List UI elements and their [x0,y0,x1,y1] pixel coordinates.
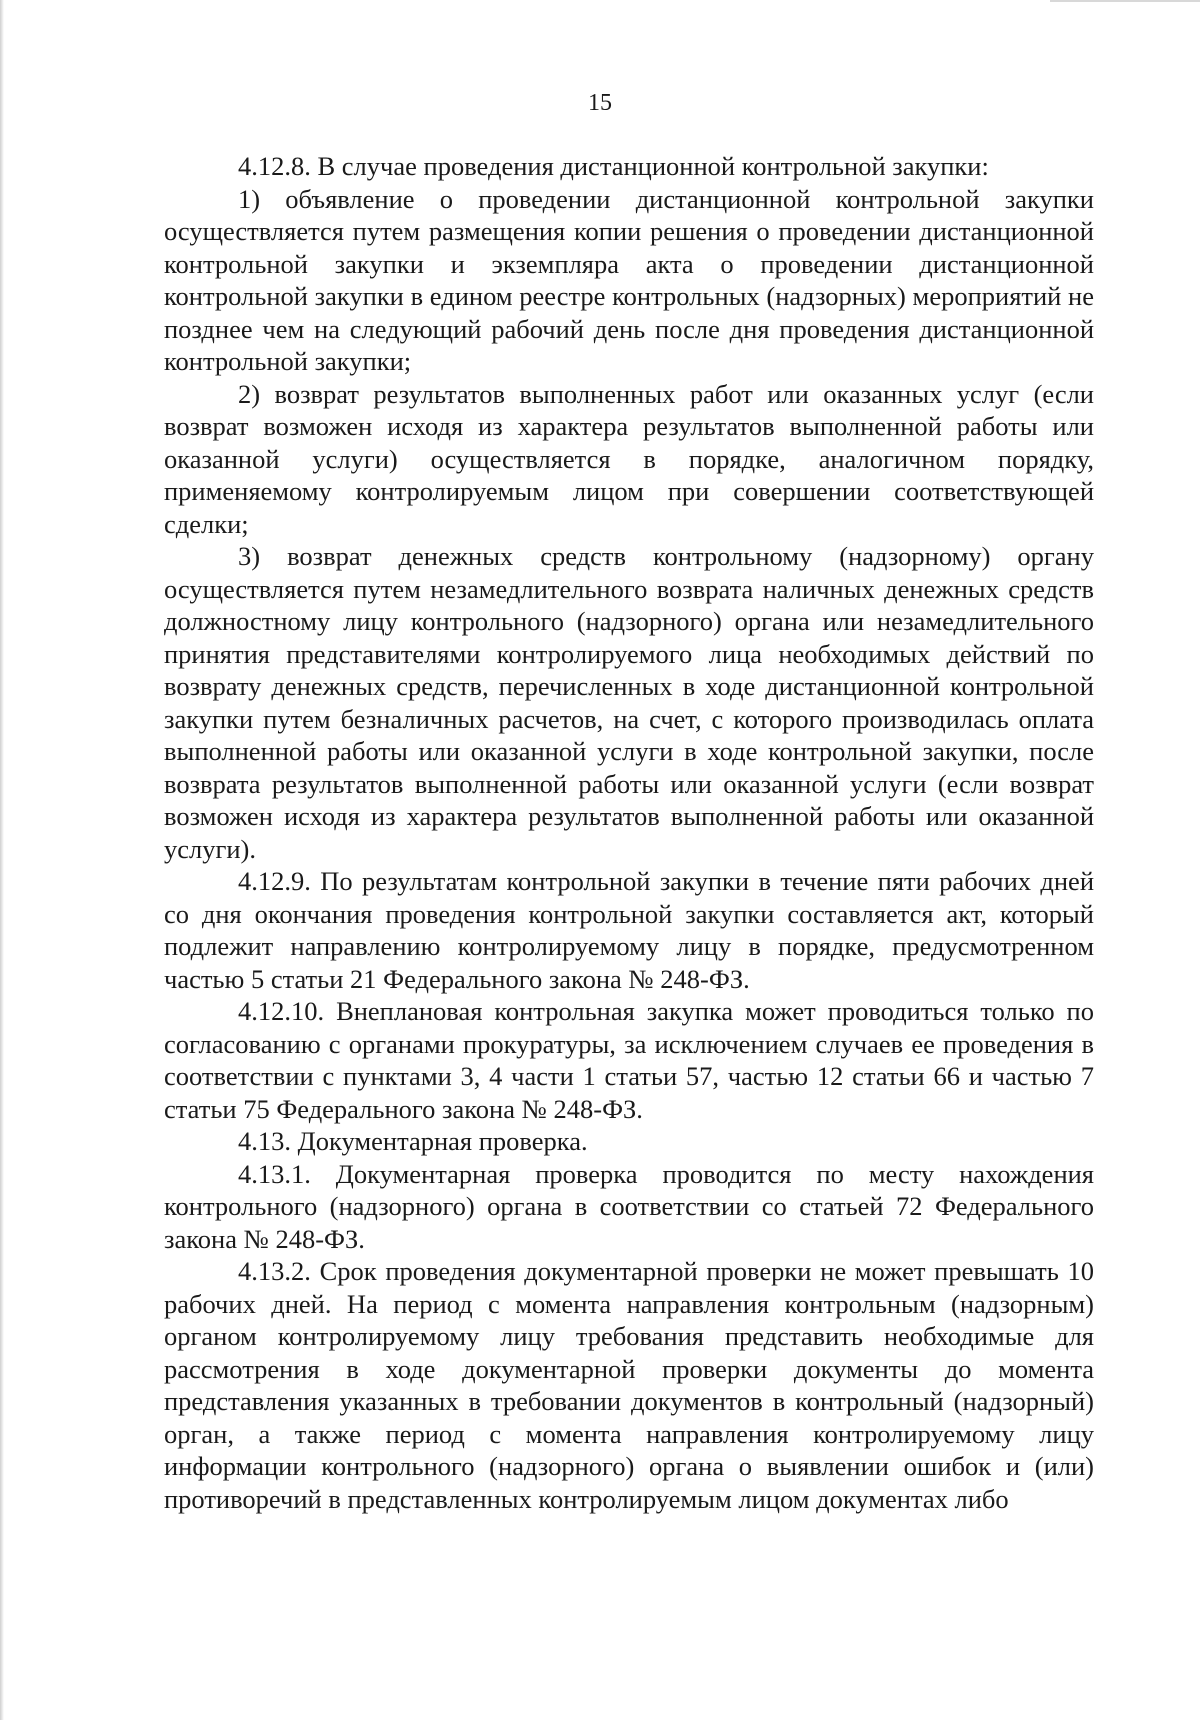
paragraph-item-2: 2) возврат результатов выполненных работ или оказанных услуг (если возврат возможен исходя из характера результатов выполненной работы или оказанной услуги) осуществляется в порядке, аналогичном порядку, применяемому контролируемым лицом при совершении соответствующей сделки; [164,378,1094,539]
paragraph-4-13: 4.13. Документарная проверка. [238,1126,588,1156]
paragraph-4-12-9: 4.12.9. По результатам контрольной закупки в течение пяти рабочих дней со дня окончания проведения контрольной закупки составляется акт, который подлежит направлению контролируемому лицу в порядке, предусмотренном частью 5 статьи 21 Федерального закона № 248-ФЗ. [164,866,1094,994]
paragraph-4-12-8: 4.12.8. В случае проведения дистанционной контрольной закупки: [238,151,989,181]
scan-edge-shadow [0,0,4,1720]
paragraph-4-13-2: 4.13.2. Срок проведения документарной проверки не может превышать 10 рабочих дней. На период с момента направления контрольным (надзорным) органом контролируемому лицу требования представить необходимые для рассмотрения в ходе документарной проверки документы до момента представления указанных в требовании документов в контрольный (надзорный) орган, а также период с момента направления контролируемому лицу информации контрольного (надзорного) органа о выявлении ошибок и (или) противоречий в представленных контролируемым лицом документах либо [164,1256,1094,1514]
paragraph-item-1: 1) объявление о проведении дистанционной контрольной закупки осуществляется путем размещения копии решения о проведении дистанционной контрольной закупки и экземпляра акта о проведении дистанционной контрольной закупки в едином реестре контрольных (надзорных) мероприятий не позднее чем на следующий рабочий день после дня проведения дистанционной контрольной закупки; [164,183,1094,376]
page-number: 15 [588,90,612,116]
paragraph-4-13-1: 4.13.1. Документарная проверка проводится по месту нахождения контрольного (надзорного) органа в соответствии со статьей 72 Федерального закона № 248-ФЗ. [164,1158,1094,1254]
paragraph-item-3: 3) возврат денежных средств контрольному (надзорному) органу осуществляется путем незамедлительного возврата наличных денежных средств должностному лицу контрольного (надзорного) органа или незамедлительного принятия представителями контролируемого лица необходимых действий по возврату денежных средств, перечисленных в ходе дистанционной контрольной закупки путем безналичных расчетов, на счет, с которого производилась оплата выполненной работы или оказанной услуги в ходе контрольной закупки, после возврата результатов выполненной работы или оказанной услуги (если возврат возможен исходя из характера результатов выполненной работы или оказанной услуги). [164,541,1094,864]
paragraph-4-12-10: 4.12.10. Внеплановая контрольная закупка может проводиться только по согласованию с органами прокуратуры, за исключением случаев ее проведения в соответствии с пунктами 3, 4 части 1 статьи 57, частью 12 статьи 66 и частью 7 статьи 75 Федерального закона № 248-ФЗ. [164,996,1094,1124]
scan-top-edge [1050,0,1200,2]
document-body [164,150,1094,1515]
